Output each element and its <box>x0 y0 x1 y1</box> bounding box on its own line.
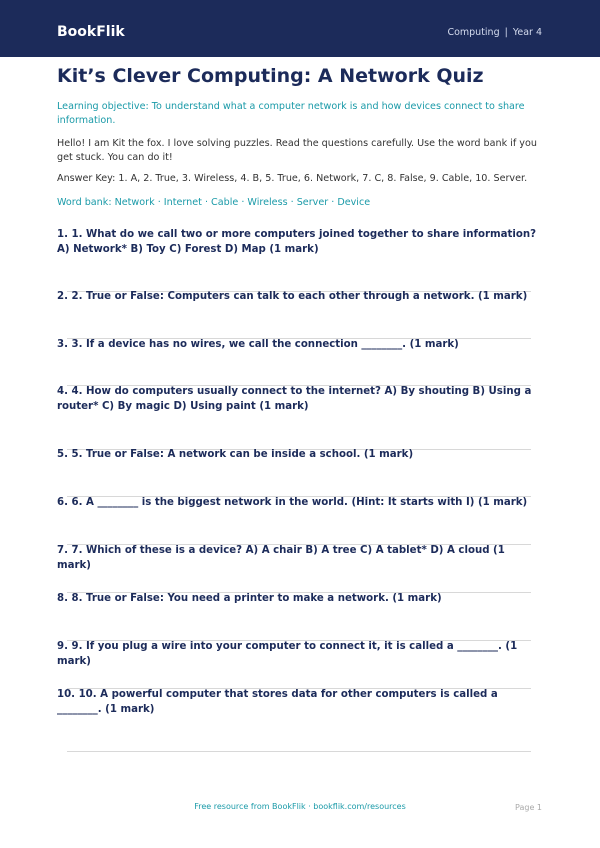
learning-objective: Learning objective: To understand what a computer network is and how devices connect to share information. <box>57 101 525 126</box>
question-8: 8. 8. True or False: You need a printer to make a network. (1 mark) <box>57 593 442 604</box>
question-9: 9. 9. If you plug a wire into your computer to connect it, it is called a ________. (1 mark) <box>57 641 518 667</box>
page-header <box>0 0 600 57</box>
question-2: 2. 2. True or False: Computers can talk to each other through a network. (1 mark) <box>57 291 528 302</box>
subject-label: Computing <box>447 27 500 38</box>
question-10: 10. 10. A powerful computer that stores data for other computers is called a ________. (1 mark) <box>57 689 498 715</box>
page-title: Kit’s Clever Computing: A Network Quiz <box>57 65 484 87</box>
question-6: 6. 6. A ________ is the biggest network in the world. (Hint: It starts with I) (1 mark) <box>57 497 528 508</box>
question-7: 7. 7. Which of these is a device? A) A chair B) A tree C) A tablet* D) A cloud (1 mark) <box>57 545 505 571</box>
question-4: 4. 4. How do computers usually connect to the internet? A) By shouting B) Using a router* C) By magic D) Using paint (1 mark) <box>57 386 532 412</box>
answer-key: Answer Key: 1. A, 2. True, 3. Wireless, 4. B, 5. True, 6. Network, 7. C, 8. False, 9. Cable, 10. Server. <box>57 173 528 184</box>
page-number: Page 1 <box>515 803 542 812</box>
question-3: 3. 3. If a device has no wires, we call the connection ________. (1 mark) <box>57 339 459 350</box>
year-label: Year 4 <box>512 27 542 38</box>
answer-line-10[interactable] <box>67 751 531 752</box>
header-meta <box>447 27 542 39</box>
footer-link[interactable]: Free resource from BookFlik · bookflik.com/resources <box>194 802 406 811</box>
question-1: 1. 1. What do we call two or more computers joined together to share information? A) Network* B) Toy C) Forest D) Map (1 mark) <box>57 229 537 255</box>
question-5: 5. 5. True or False: A network can be inside a school. (1 mark) <box>57 449 414 460</box>
intro-text: Hello! I am Kit the fox. I love solving puzzles. Read the questions carefully. Use the word bank if you get stuck. You can do it! <box>57 138 537 163</box>
brand-logo-text: BookFlik <box>57 24 125 40</box>
word-bank: Word bank: Network · Internet · Cable · Wireless · Server · Device <box>57 197 371 208</box>
meta-separator: | <box>504 27 508 38</box>
